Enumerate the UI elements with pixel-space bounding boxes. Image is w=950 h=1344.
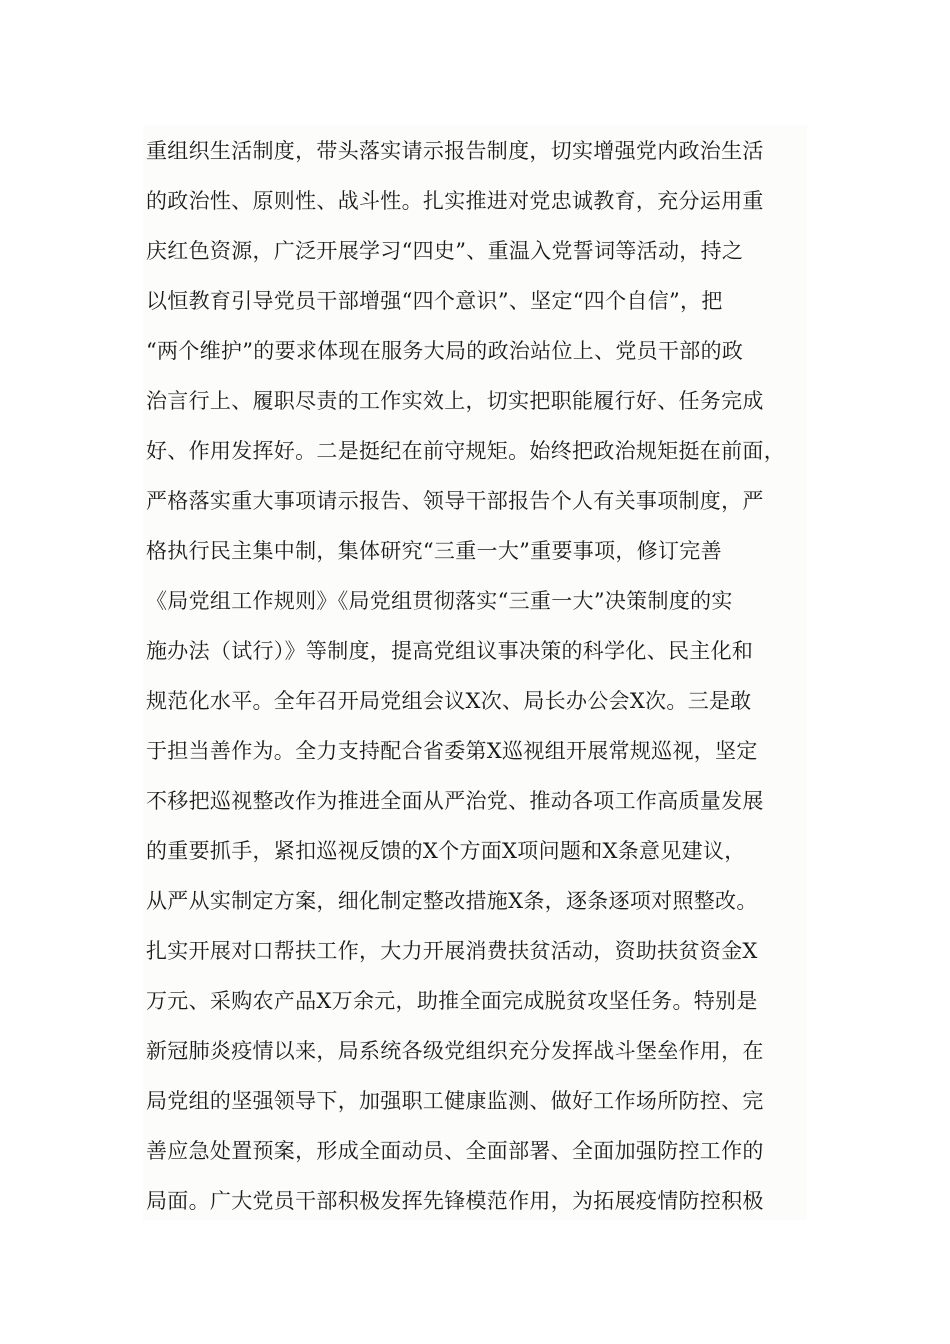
text-line: 施办法（试行）》等制度，提高党组议事决策的科学化、民主化和 xyxy=(146,639,754,663)
text-line: 严格落实重大事项请示报告、领导干部报告个人有关事项制度，严 xyxy=(146,489,764,513)
text-line: 以恒教育引导党员干部增强“四个意识”、坚定“四个自信”，把 xyxy=(146,289,723,313)
text-line: 格执行民主集中制，集体研究“三重一大”重要事项，修订完善 xyxy=(146,539,722,563)
document-text-block xyxy=(143,125,807,1220)
text-line: 规范化水平。全年召开局党组会议X次、局长办公会X次。三是敢 xyxy=(146,689,752,713)
text-line: 的重要抓手，紧扣巡视反馈的X个方面X项问题和X条意见建议， xyxy=(146,839,746,863)
text-line: 局党组的坚强领导下，加强职工健康监测、做好工作场所防控、完 xyxy=(146,1089,764,1113)
text-line: 的政治性、原则性、战斗性。扎实推进对党忠诚教育，充分运用重 xyxy=(146,189,764,213)
text-line: 《局党组工作规则》《局党组贯彻落实“三重一大”决策制度的实 xyxy=(146,589,733,613)
text-line: 重组织生活制度，带头落实请示报告制度，切实增强党内政治生活 xyxy=(146,139,764,163)
text-line: 扎实开展对口帮扶工作，大力开展消费扶贫活动，资助扶贫资金X xyxy=(146,939,758,963)
text-line: 局面。广大党员干部积极发挥先锋模范作用，为拓展疫情防控积极 xyxy=(146,1189,764,1213)
text-line: “两个维护”的要求体现在服务大局的政治站位上、党员干部的政 xyxy=(146,339,744,363)
text-line: 庆红色资源，广泛开展学习“四史”、重温入党誓词等活动，持之 xyxy=(146,239,744,263)
text-line: 治言行上、履职尽责的工作实效上，切实把职能履行好、任务完成 xyxy=(146,389,764,413)
text-line: 善应急处置预案，形成全面动员、全面部署、全面加强防控工作的 xyxy=(146,1139,764,1163)
text-line: 从严从实制定方案，细化制定整改措施X条，逐条逐项对照整改。 xyxy=(146,889,758,913)
text-line: 好、作用发挥好。二是挺纪在前守规矩。始终把政治规矩挺在前面， xyxy=(146,439,785,463)
text-line: 新冠肺炎疫情以来，局系统各级党组织充分发挥战斗堡垒作用，在 xyxy=(146,1039,764,1063)
text-line: 万元、采购农产品X万余元，助推全面完成脱贫攻坚任务。特别是 xyxy=(146,989,758,1013)
text-line: 不移把巡视整改作为推进全面从严治党、推动各项工作高质量发展 xyxy=(146,789,764,813)
text-line: 于担当善作为。全力支持配合省委第X巡视组开展常规巡视，坚定 xyxy=(146,739,758,763)
